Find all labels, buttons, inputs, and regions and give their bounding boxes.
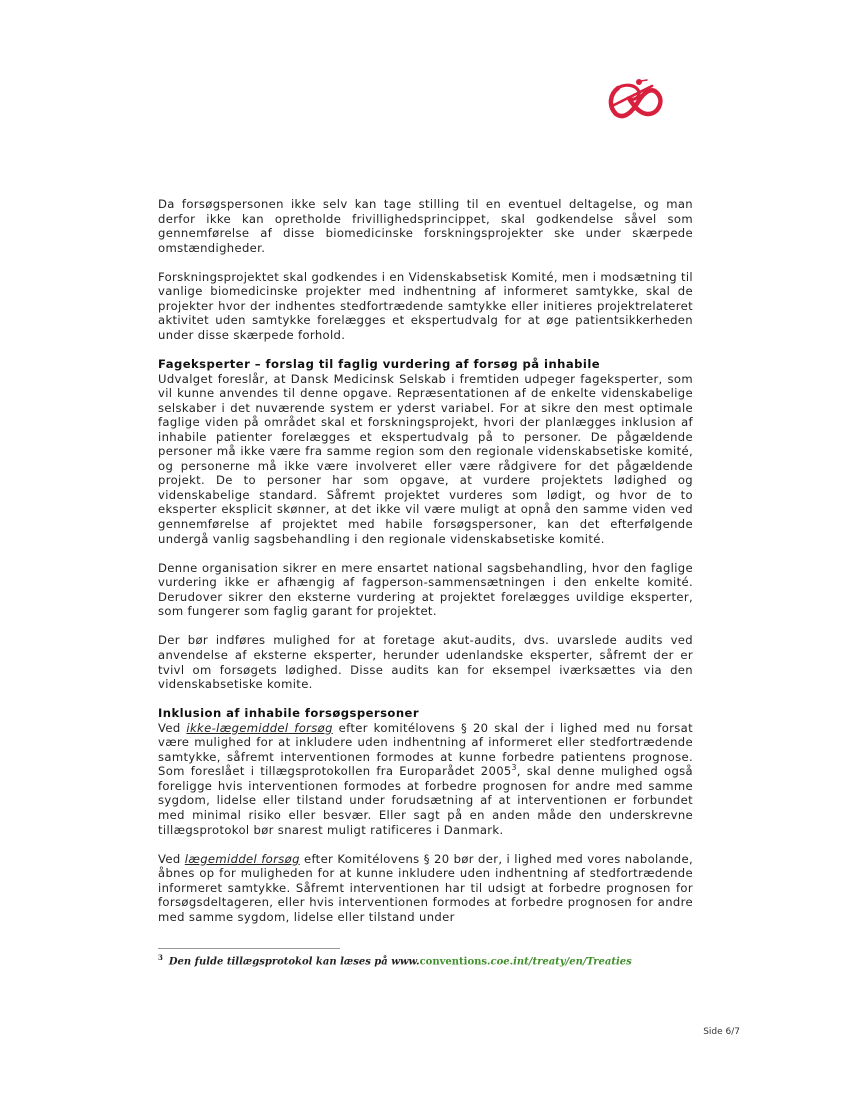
section-heading-experts: Fageksperter – forslag til faglig vurdering af forsøg på inhabile: [158, 357, 601, 372]
paragraph-experts: Udvalget foreslår, at Dansk Medicinsk Selskab i fremtiden udpeger fageksperter, som vil kunne anvendes til denne opgave. Repræsentationen af de enkelte videnskabelige selskaber i det nuværende system er yderst variabel. For at sikre den mest optimale faglige viden på området skal et forskningsprojekt, hvori der planlægges inklusion af inhabile patienter forelægges et ekspertudvalg på to personer. De pågældende personer må ikke være fra samme region som den regionale videnskabsetiske komité, og personerne må ikke være involveret eller være rådgivere for det pågældende projekt. De to personer har som opgave, at vurdere projektets lødighed og videnskabelige standard. Såfremt projektet vurderes som lødigt, og hvor de to eksperter eksplicit skønner, at det ikke vil være muligt at opnå den samme viden ved gennemførelse af projektet med habile forsøgspersoner, kan det efterfølgende undergå vanlig sagsbehandling i den regionale videnskabsetiske komité.: [158, 371, 693, 546]
paragraph-approval: Forskningsprojektet skal godkendes i en Videnskabsetisk Komité, men i modsætning til vanlige biomedicinske projekter med indhentning af informeret samtykke, skal de projekter hvor der indhentes stedfortrædende samtykke eller initieres projektrelateret aktivitet uden samtykke forelægges et ekspertudvalg for at øge patientsikkerheden under disse skærpede forhold.: [158, 269, 693, 342]
footnote: [158, 953, 758, 967]
footnote-reference[interactable]: 3: [511, 763, 517, 773]
serpent-staff-logo: [604, 74, 664, 120]
footnote-link-domain[interactable]: conventions: [419, 956, 488, 968]
footnote-number: 3: [158, 953, 163, 962]
footnote-separator: [158, 948, 340, 949]
footnote-text: Den fulde tillægsprotokol kan læses på www.: [168, 956, 420, 968]
paragraph-organisation: Denne organisation sikrer en mere ensartet national sagsbehandling, hvor den faglige vurdering ikke er afhængig af fagperson-sammensætningen i den enkelte komité. Derudover sikrer den eksterne vurdering at projektet forelægges uvildige eksperter, som fungerer som faglig garant for projektet.: [158, 560, 693, 619]
emphasis-drug-trial: lægemiddel forsøg: [184, 851, 300, 866]
section-heading-inclusion: Inklusion af inhabile forsøgspersoner: [158, 706, 420, 721]
page-number: Side 6/7: [703, 1027, 740, 1037]
body-text: [158, 197, 693, 939]
paragraph-non-drug-trials: Ved ikke-lægemiddel forsøg efter komitélovens § 20 skal der i lighed med nu forsat være mulighed for at inkludere uden indhentning af informeret eller stedfortrædende samtykke, såfremt interventionen formodes at kunne forbedre patientens prognose. Som foreslået i tillægsprotokollen fra Europarådet 2005$^3$, skal denne mulighed også foreligge hvis interventionen formodes at forbedre prognosen for andre med samme sygdom, lidelse eller tilstand under forudsætning af at interventionen er forbundet med minimal risiko eller besvær. Eller sagt på en anden måde den underskrevne tillægsprotokol bør snarest muligt ratificeres i Danmark.: [158, 720, 694, 837]
paragraph-audits: Der bør indføres mulighed for at foretage akut-audits, dvs. uvarslede audits ved anvendelse af eksterne eksperter, herunder udenlandske eksperter, såfremt der er tvivl om forsøgets lødighed. Disse audits kan for eksempel iværksættes via den videnskabsetiske komite.: [158, 633, 693, 692]
emphasis-non-drug-trial: ikke-lægemiddel forsøg: [186, 720, 333, 735]
paragraph-drug-trials: Ved lægemiddel forsøg efter Komitélovens § 20 bør der, i lighed med vores nabolande, åbnes op for muligheden for at kunne inkludere uden indhentning af stedfortrædende informeret samtykke. Såfremt interventionen har til udsigt at forbedre prognosen for forsøgsdeltageren, eller hvis interventionen formodes at forbedre prognosen for andre med samme sygdom, lidelse eller tilstand under: [158, 851, 694, 924]
paragraph-intro: Da forsøgspersonen ikke selv kan tage stilling til en eventuel deltagelse, og man derfor ikke kan opretholde frivillighedsprincippet, skal godkendelse såvel som gennemførelse af disse biomedicinske forskningsprojekter ske under skærpede omstændigheder.: [158, 197, 693, 255]
footnote-link-path[interactable]: .coe.int/treaty/en/Treaties: [487, 956, 632, 968]
